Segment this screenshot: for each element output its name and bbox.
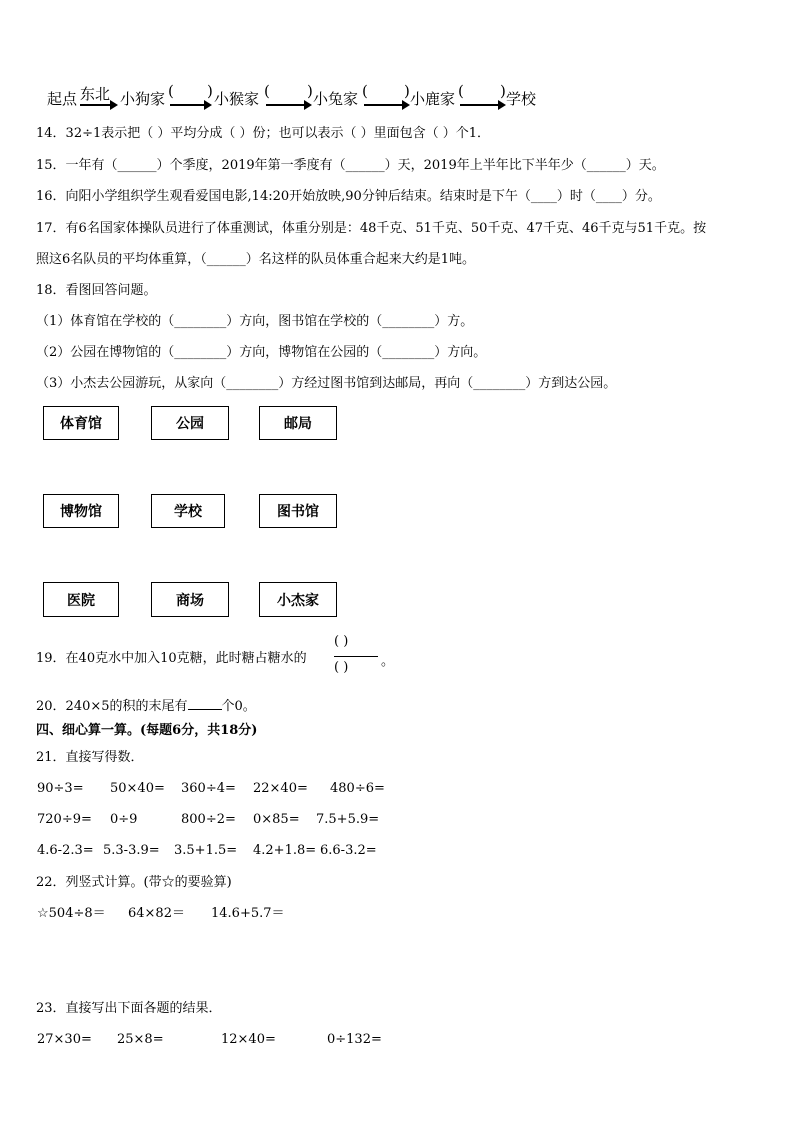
route-paren-close-4: ) — [500, 82, 506, 100]
answer-blank — [188, 696, 222, 710]
q21-r2-c1: 720÷9= — [37, 812, 92, 827]
map-box-hospital: 医院 — [43, 582, 119, 617]
question-20 — [36, 696, 256, 716]
q23-item-3: 12×40= — [221, 1032, 276, 1047]
question-19-text: 19．在40克水中加入10克糖，此时糖占糖水的 — [36, 651, 307, 666]
q21-r3-c5: 6.6-3.2= — [320, 843, 377, 858]
q23-item-2: 25×8= — [117, 1032, 164, 1047]
question-18-part-3: （3）小杰去公园游玩，从家向（________）方经过图书馆到达邮局，再向（________）方到达公园。 — [36, 376, 617, 391]
q23-item-4: 0÷132= — [327, 1032, 382, 1047]
question-19-end: 。 — [381, 654, 395, 669]
question-16: 16．向阳小学组织学生观看爱国电影,14:20开始放映,90分钟后结束。结束时是下午（____）时（____）分。 — [36, 189, 661, 204]
question-18-part-2: （2）公园在博物馆的（________）方向，博物馆在公园的（________）方向。 — [36, 345, 487, 360]
route-paren-open-1: ( — [168, 82, 174, 100]
q21-r3-c4: 4.2+1.8= — [253, 843, 317, 858]
fraction-numerator: ( ) — [334, 634, 349, 649]
question-22: 22．列竖式计算。(带☆的要验算) — [36, 875, 232, 890]
q22-item-3: 14.6+5.7＝ — [211, 906, 285, 921]
route-paren-close-3: ) — [404, 82, 410, 100]
route-stop-1: 小狗家 — [120, 90, 166, 108]
route-paren-close-1: ) — [207, 82, 213, 100]
q21-r2-c5: 7.5+5.9= — [316, 812, 380, 827]
q21-r1-c3: 360÷4= — [181, 781, 236, 796]
route-stop-2: 小猴家 — [214, 90, 260, 108]
map-box-park: 公园 — [151, 406, 229, 440]
question-20-prefix: 20．240×5的积的末尾有 — [36, 699, 188, 714]
q21-r3-c3: 3.5+1.5= — [174, 843, 238, 858]
q21-r1-c5: 480÷6= — [330, 781, 385, 796]
map-box-museum: 博物馆 — [43, 494, 119, 528]
map-box-post-office: 邮局 — [259, 406, 337, 440]
route-start: 起点 — [47, 90, 78, 108]
route-first-direction: 东北 — [80, 85, 111, 103]
question-14: 14．32÷1表示把（ ）平均分成（ ）份；也可以表示（ ）里面包含（ ）个1． — [36, 126, 491, 141]
question-20-suffix: 个0。 — [221, 699, 256, 714]
fraction-denominator: ( ) — [334, 660, 349, 675]
route-paren-open-3: ( — [362, 82, 368, 100]
q21-r2-c3: 800÷2= — [181, 812, 236, 827]
question-15: 15．一年有（______）个季度，2019年第一季度有（______）天，2019年上半年比下半年少（______）天。 — [36, 158, 665, 173]
map-box-school: 学校 — [151, 494, 225, 528]
route-arrow-3 — [266, 104, 310, 106]
fraction-bar — [334, 656, 378, 657]
question-21: 21．直接写得数． — [36, 750, 144, 765]
q21-r2-c2: 0÷9 — [110, 812, 138, 827]
route-paren-open-2: ( — [264, 82, 270, 100]
map-box-xiaojie-home: 小杰家 — [259, 582, 337, 617]
route-arrow-5 — [460, 104, 504, 106]
route-stop-5: 学校 — [506, 90, 537, 108]
q21-r1-c4: 22×40= — [253, 781, 308, 796]
route-arrow-4 — [364, 104, 408, 106]
question-23: 23．直接写出下面各题的结果． — [36, 1001, 222, 1016]
route-paren-open-4: ( — [458, 82, 464, 100]
q21-r3-c1: 4.6-2.3= — [37, 843, 94, 858]
section-four-heading: 四、细心算一算。(每题6分，共18分) — [36, 723, 258, 738]
q23-item-1: 27×30= — [37, 1032, 92, 1047]
route-stop-3: 小兔家 — [313, 90, 359, 108]
route-arrow-1 — [80, 104, 116, 106]
question-18: 18．看图回答问题。 — [36, 283, 157, 298]
route-stop-4: 小鹿家 — [410, 90, 456, 108]
q22-item-1: ☆504÷8＝ — [37, 906, 106, 921]
q21-r3-c2: 5.3-3.9= — [103, 843, 160, 858]
q22-item-2: 64×82＝ — [128, 906, 185, 921]
map-box-library: 图书馆 — [259, 494, 337, 528]
q21-r1-c1: 90÷3= — [37, 781, 84, 796]
q21-r2-c4: 0×85= — [253, 812, 300, 827]
question-19 — [36, 650, 307, 668]
question-17-line-2: 照这6名队员的平均体重算，（______）名这样的队员体重合起来大约是1吨。 — [36, 252, 476, 267]
route-paren-close-2: ) — [307, 82, 313, 100]
q21-r1-c2: 50×40= — [110, 781, 165, 796]
route-arrow-2 — [170, 104, 210, 106]
question-18-part-1: （1）体育馆在学校的（________）方向，图书馆在学校的（________）方。 — [36, 314, 474, 329]
map-box-gym: 体育馆 — [43, 406, 119, 440]
question-17-line-1: 17．有6名国家体操队员进行了体重测试，体重分别是：48千克、51千克、50千克、47千克、46千克与51千克。按 — [36, 221, 707, 236]
map-box-mall: 商场 — [151, 582, 229, 617]
